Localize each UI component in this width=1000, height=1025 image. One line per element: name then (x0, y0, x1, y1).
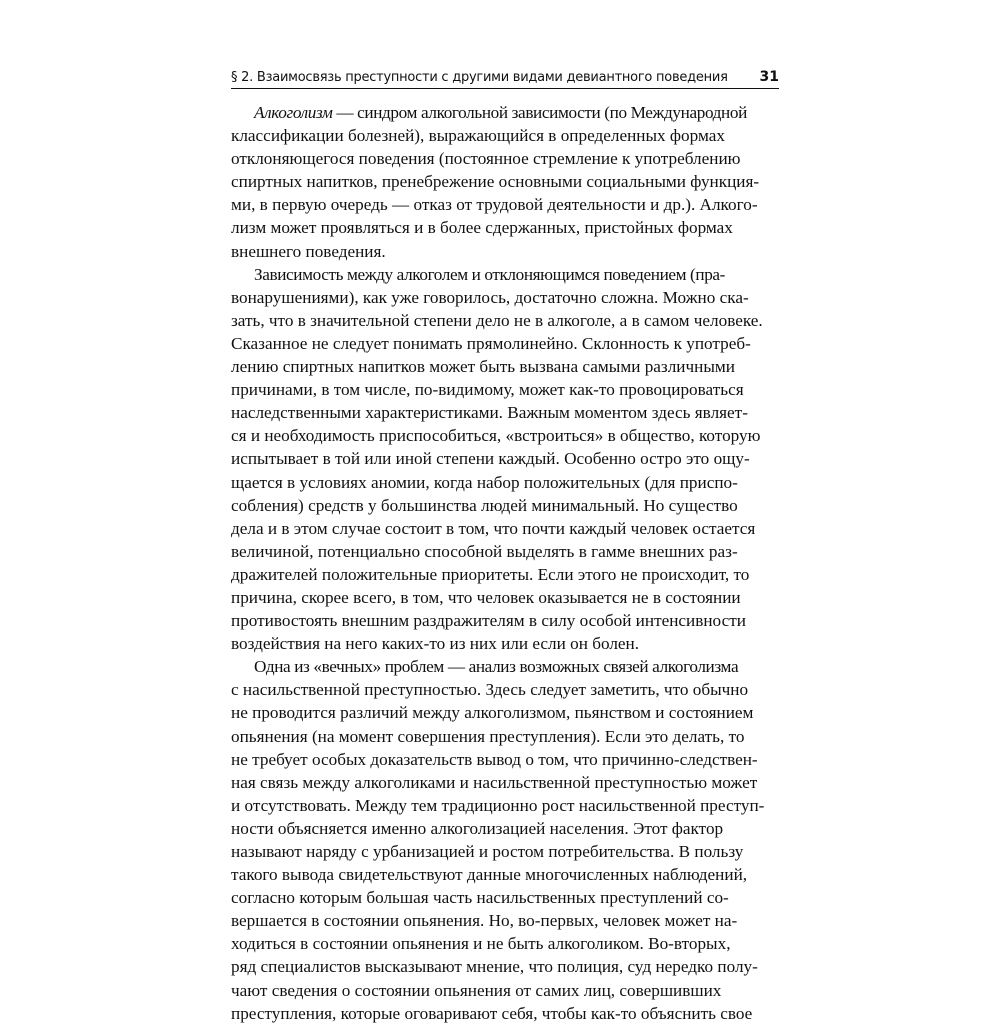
text-line: ности объясняется именно алкоголизацией населения. Этот фактор (231, 818, 724, 838)
text-line: наследственными характеристиками. Важным моментом здесь являет- (231, 403, 748, 423)
paragraph (231, 263, 779, 656)
body-text (231, 101, 779, 1025)
text-line: дела и в этом случае состоит в том, что почти каждый человек остается (231, 518, 756, 538)
text-line: ряд специалистов высказывают мнение, что полиция, суд нередко полу- (231, 957, 758, 977)
text-line: причинами, в том числе, по-видимому, может как-то провоцироваться (231, 380, 744, 400)
text-line: причина, скорее всего, в том, что человек оказывается не в состоянии (231, 587, 741, 607)
text-line: и отсутствовать. Между тем традиционно рост насильственной преступ- (231, 795, 765, 815)
text-line: дражителей положительные приоритеты. Если этого не происходит, то (231, 564, 750, 584)
text-line: такого вывода свидетельствуют данные многочисленных наблюдений, (231, 865, 748, 885)
section-title: § 2. Взаимосвязь преступности с другими видами девиантного поведения (231, 70, 728, 85)
text-line: лизм может проявляться и в более сдержанных, пристойных формах (231, 218, 733, 238)
text-line: согласно которым большая часть насильственных преступлений со- (231, 888, 729, 908)
paragraph (231, 655, 779, 1025)
text-line: спиртных напитков, пренебрежение основными социальными функция- (231, 172, 760, 192)
text-line: Зависимость между алкоголем и отклоняющимся поведением (пра- (254, 264, 725, 284)
text-line: преступления, которые оговаривают себя, чтобы как-то объяснить свое (231, 1003, 753, 1023)
text-line: ная связь между алкоголиками и насильственной преступностью может (231, 772, 758, 792)
text-line: вонарушениями), как уже говорилось, достаточно сложна. Можно ска- (231, 287, 749, 307)
text-line: испытывает в той или иной степени каждый. Особенно остро это ощу- (231, 449, 750, 469)
text-line: не проводится различий между алкоголизмом, пьянством и состоянием (231, 703, 754, 723)
text-line: ся и необходимость приспособиться, «встроиться» в общество, которую (231, 426, 761, 446)
text-line: называют наряду с урбанизацией и ростом потребительства. В пользу (231, 842, 744, 861)
running-header (231, 62, 779, 89)
text-line: Одна из «вечных» проблем — анализ возможных связей алкоголизма (254, 657, 739, 677)
text-line: с насильственной преступностью. Здесь следует заметить, что обычно (231, 680, 749, 700)
text-line: противостоять внешним раздражителям в силу особой интенсивности (231, 611, 746, 631)
text-line: собления) средств у большинства людей минимальный. Но существо (231, 495, 738, 515)
text-line: Сказанное не следует понимать прямолинейно. Склонность к употреб- (231, 333, 751, 353)
text-line: Алкоголизм — синдром алкогольной зависимости (по Международной (254, 103, 747, 122)
text-line: отклоняющегося поведения (постоянное стремление к употреблению (231, 149, 741, 169)
text-line: ми, в первую очередь — отказ от трудовой деятельности и др.). Алкого- (231, 195, 758, 215)
text-line: воздействия на него каких-то из них или если он болен. (231, 634, 640, 654)
text-line: классификации болезней), выражающийся в определенных формах (231, 126, 725, 146)
text-line: лению спиртных напитков может быть вызвана самыми различными (231, 357, 735, 377)
text-line: чают сведения о состоянии опьянения от самих лиц, совершивших (231, 980, 722, 1000)
text-line: величиной, потенциально способной выделять в гамме внешних раз- (231, 541, 738, 561)
text-line: щается в условиях аномии, когда набор положительных (для приспо- (231, 472, 738, 492)
text-line: не требует особых доказательств вывод о том, что причинно-следствен- (231, 749, 758, 769)
text-line: опьянения (на момент совершения преступления). Если это делать, то (231, 726, 745, 746)
text-line: внешнего поведения. (231, 241, 386, 261)
paragraph (231, 101, 779, 263)
text-line: вершается в состоянии опьянения. Но, во-первых, человек может на- (231, 911, 738, 931)
text-line: зать, что в значительной степени дело не в алкоголе, а в самом человеке. (231, 310, 763, 330)
text-line: ходиться в состоянии опьянения и не быть алкоголиком. Во-вторых, (231, 934, 731, 954)
page-number: 31 (759, 69, 779, 85)
